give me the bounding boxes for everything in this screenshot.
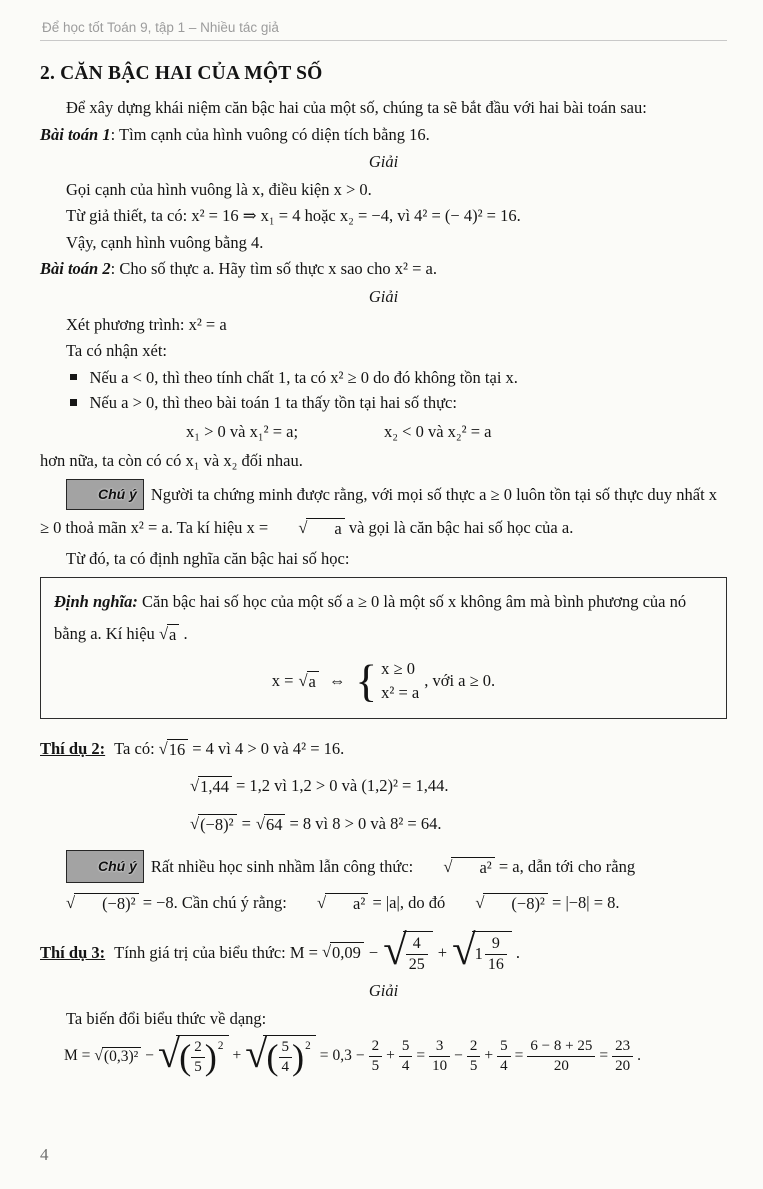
- problem1-solution-heading: Giải: [368, 152, 399, 172]
- note2-seg2: = a, dẫn tới cho rằng: [494, 857, 636, 877]
- fraction-numerator: 23: [615, 1038, 631, 1055]
- minus-symbol: −: [145, 1047, 155, 1065]
- example2-label: Thí dụ 2:: [40, 739, 106, 759]
- problem1-line1: Gọi cạnh của hình vuông là x, điều kiện x > 0.: [66, 179, 372, 199]
- definition-paragraph: [54, 586, 713, 650]
- running-header: [40, 12, 727, 41]
- definition-label: Định nghĩa:: [54, 592, 138, 612]
- case-condition-1: x ≥ 0: [381, 658, 415, 678]
- problem2-line3: hơn nữa, ta còn có có x₁ và x₂ đối nhau.: [40, 451, 303, 471]
- radical-sign-icon: √: [158, 1031, 181, 1077]
- fraction-denominator: 5: [191, 1057, 205, 1076]
- fraction-denominator: 5: [467, 1056, 481, 1075]
- sqrt-mixed-1-9-16: [452, 926, 512, 976]
- radicand: [403, 931, 433, 976]
- sqrt-a-squared: [291, 893, 368, 914]
- bullet2-text: Nếu a > 0, thì theo bài toán 1 ta thấy tồn tại hai số thực:: [89, 393, 457, 413]
- radical-sign-icon: √: [298, 670, 308, 690]
- fraction-denominator: 16: [485, 954, 507, 974]
- fraction-5-4: [399, 1038, 413, 1075]
- sqrt-neg8-squared: [40, 893, 139, 914]
- problem1-statement: [40, 122, 727, 148]
- example3-statement: [40, 926, 727, 976]
- final-equation: [64, 1031, 727, 1078]
- equals-symbol: =: [319, 1047, 329, 1065]
- definition-text-pre: Căn bậc hai số học của một số a ≥ 0 là một số x không âm mà bình phương của nó bằng a. Kí hiệu: [54, 592, 687, 644]
- page-number: 4: [40, 1145, 49, 1164]
- radicand: a²: [451, 857, 494, 878]
- equals-symbol: =: [514, 1047, 524, 1065]
- bullet-item-1: [70, 365, 727, 391]
- fraction-5-4: [279, 1039, 293, 1076]
- equation-lhs: x =: [271, 671, 294, 691]
- paren-open-icon: (: [266, 1036, 279, 1077]
- fraction-2-5: [467, 1038, 481, 1075]
- radical-sign-icon: √: [383, 926, 407, 974]
- fraction-sum-over-20: [527, 1038, 595, 1075]
- problem2-label: Bài toán 2: [40, 259, 111, 279]
- minus-symbol: −: [368, 943, 379, 962]
- fraction-denominator: 20: [612, 1056, 633, 1075]
- radicand: 0,09: [330, 942, 364, 963]
- plus-symbol: +: [232, 1047, 242, 1065]
- example2-line2-post: = 1,2 vì 1,2 > 0 và (1,2)² = 1,44.: [235, 776, 449, 796]
- running-header-title: Để học tốt Toán 9, tập 1 – Nhiều tác giả: [42, 20, 279, 35]
- cases-system: [355, 657, 419, 707]
- equals-symbol: =: [599, 1047, 609, 1065]
- fraction-denominator: 4: [279, 1057, 293, 1076]
- radicand: [263, 1035, 315, 1078]
- radicand: (−8)²: [74, 893, 139, 914]
- example2-line3-post: = 8 vì 8 > 0 và 8² = 64.: [289, 814, 442, 834]
- fraction-numerator: 2: [371, 1038, 380, 1055]
- example2-line1-pre: Ta có:: [114, 739, 155, 759]
- fraction-2-5: [369, 1038, 383, 1075]
- radical-sign-icon: √: [443, 857, 453, 877]
- note1-text-pre: Người ta chứng minh được rằng, với mọi số thực a ≥ 0 luôn tồn tại số thực duy nhất x ≥ 0 thoả mãn x² = a. Ta kí hiệu x =: [40, 484, 718, 537]
- sqrt-a: [298, 671, 318, 692]
- note2-seg3: = −8. Cần chú ý rằng:: [138, 892, 291, 912]
- plus-symbol: +: [386, 1047, 395, 1065]
- fraction-denominator: 5: [369, 1056, 383, 1075]
- equation-period: .: [637, 1047, 642, 1065]
- problem2-statement: [40, 256, 727, 282]
- note2-seg5: = |−8| = 8.: [547, 892, 620, 912]
- radicand: a²: [325, 893, 368, 914]
- equation-tail: , với a ≥ 0.: [424, 671, 496, 691]
- problem2-text: : Cho số thực a. Hãy tìm số thực x sao cho x² = a.: [110, 259, 437, 279]
- definition-box: [40, 577, 727, 719]
- definition-intro: Từ đó, ta có định nghĩa căn bậc hai số học:: [66, 548, 350, 568]
- fraction-denominator: 4: [399, 1056, 413, 1075]
- minus-symbol: −: [355, 1047, 365, 1065]
- radicand: 64: [264, 814, 286, 835]
- note1-paragraph: [40, 478, 727, 544]
- radical-sign-icon: √: [190, 813, 200, 833]
- radical-sign-icon: √: [298, 517, 308, 537]
- fraction-numerator: 9: [491, 934, 500, 952]
- square-bullet-icon: [70, 399, 77, 406]
- radical-sign-icon: √: [158, 624, 168, 644]
- radical-sign-icon: √: [321, 942, 332, 962]
- radical-sign-icon: √: [245, 1031, 268, 1077]
- value-0-3: 0,3: [332, 1047, 352, 1065]
- problem2-solution-heading: Giải: [368, 286, 399, 306]
- paren-close-icon: ): [292, 1036, 305, 1077]
- radicand: (−8)²: [483, 893, 548, 914]
- fraction-2-5: [191, 1039, 205, 1076]
- bullet1-text: Nếu a < 0, thì theo tính chất 1, ta có x² ≥ 0 do đó không tồn tại x.: [89, 367, 518, 387]
- radical-sign-icon: √: [66, 892, 76, 912]
- mixed-number-whole: 1: [474, 943, 483, 963]
- sqrt-neg8-squared: [449, 893, 548, 914]
- fraction-numerator: 4: [412, 934, 421, 952]
- problem1-line3: Vậy, cạnh hình vuông bằng 4.: [66, 232, 264, 252]
- radicand: [472, 931, 512, 976]
- example2-line1: [40, 731, 727, 767]
- exponent: 2: [217, 1040, 224, 1053]
- radical-sign-icon: √: [316, 892, 327, 912]
- definition-text-post: .: [179, 624, 188, 644]
- iff-symbol: ⇔: [328, 671, 346, 691]
- definition-equation: [54, 657, 713, 707]
- radicand: 16: [167, 739, 189, 760]
- radical-sign-icon: √: [452, 926, 476, 974]
- problem2-line2: Ta có nhận xét:: [66, 341, 168, 361]
- note2-paragraph: [40, 849, 727, 920]
- fraction-numerator: 2: [194, 1039, 202, 1056]
- left-brace-icon: {: [355, 656, 378, 707]
- roots-cases-row: [186, 416, 727, 447]
- fraction-denominator: 10: [429, 1056, 450, 1075]
- fraction-4-25: [406, 935, 428, 974]
- radical-sign-icon: √: [158, 738, 168, 758]
- sqrt-neg8-squared: [190, 814, 237, 835]
- radical-sign-icon: √: [94, 1046, 103, 1064]
- sqrt-a: [272, 518, 344, 539]
- problem1-line2: Từ giả thiết, ta có: x² = 16 ⇒ x₁ = 4 hoặc x₂ = −4, vì 4² = (− 4)² = 16.: [66, 206, 521, 226]
- paren-open-icon: (: [179, 1036, 192, 1077]
- fraction-numerator: 5: [401, 1038, 410, 1055]
- problem1-label: Bài toán 1: [40, 124, 111, 144]
- radicand: a: [306, 518, 344, 539]
- fraction-numerator: 5: [500, 1038, 508, 1055]
- sqrt-a-squared: [417, 857, 494, 878]
- equation-lhs: M =: [64, 1047, 91, 1065]
- note1-text-post: và gọi là căn bậc hai số học của a.: [344, 517, 574, 537]
- intro-paragraph: Để xây dựng khái niệm căn bậc hai của một số, chúng ta sẽ bắt đầu với hai bài toán sau:: [66, 98, 647, 117]
- fraction-denominator: 4: [497, 1056, 511, 1075]
- fraction-9-16: [485, 935, 507, 974]
- root-case-1: x₁ > 0 và x₁² = a;: [186, 421, 299, 441]
- fraction-denominator: 25: [406, 954, 428, 974]
- sqrt-a: [159, 624, 179, 645]
- radicand: (0,3)²: [102, 1047, 141, 1067]
- fraction-3-10: [429, 1038, 450, 1075]
- fraction-denominator: 20: [527, 1056, 595, 1075]
- paren-close-icon: ): [204, 1036, 217, 1077]
- sqrt-0-3-squared: [94, 1047, 141, 1067]
- exponent: 2: [305, 1040, 311, 1053]
- cases-stack: [381, 657, 419, 707]
- example3-solution-heading: Giải: [368, 981, 399, 1000]
- sqrt-paren-frac-2-5-squared: [158, 1031, 228, 1078]
- radical-sign-icon: √: [190, 775, 200, 795]
- sqrt-0-09: [322, 942, 364, 963]
- example3-period: .: [515, 943, 520, 962]
- example2-line2: [190, 767, 727, 805]
- note2-label-badge: Chú ý: [66, 850, 144, 883]
- note2-seg1: Rất nhiều học sinh nhầm lẫn công thức:: [150, 857, 418, 877]
- problem1-text: : Tìm cạnh của hình vuông có diện tích bằng 16.: [110, 124, 430, 144]
- example2-line1-post: = 4 vì 4 > 0 và 4² = 16.: [192, 739, 345, 759]
- example3-transform-line: Ta biến đổi biểu thức về dạng:: [66, 1008, 267, 1028]
- sqrt-64: [256, 814, 286, 835]
- radicand: a: [167, 624, 179, 645]
- fraction-numerator: 6 − 8 + 25: [530, 1038, 593, 1055]
- equals-symbol: =: [416, 1047, 426, 1065]
- section-title: 2. CĂN BẬC HAI CỦA MỘT SỐ: [40, 63, 323, 84]
- fraction-numerator: 3: [435, 1038, 444, 1055]
- sqrt-frac-4-25: [383, 926, 433, 976]
- radicand: 1,44: [198, 776, 232, 797]
- plus-symbol: +: [437, 943, 448, 962]
- fraction-5-4: [497, 1038, 511, 1075]
- root-case-2: x₂ < 0 và x₂² = a: [384, 421, 492, 441]
- radical-sign-icon: √: [255, 813, 265, 833]
- example2-line3: [190, 805, 727, 843]
- radicand: (−8)²: [198, 814, 237, 835]
- example3-pre: Tính giá trị của biểu thức: M =: [114, 943, 318, 962]
- square-bullet-icon: [70, 374, 77, 381]
- sqrt-16: [159, 739, 189, 760]
- bullet-item-2: [70, 390, 727, 416]
- fraction-numerator: 2: [469, 1038, 478, 1055]
- fraction-numerator: 5: [281, 1039, 290, 1056]
- radicand: [176, 1035, 228, 1078]
- case-condition-2: x² = a: [381, 683, 420, 703]
- minus-symbol: −: [454, 1047, 463, 1065]
- note2-seg4: = |a|, do đó: [368, 892, 450, 912]
- sqrt-paren-frac-5-4-squared: [245, 1031, 315, 1078]
- radicand: a: [307, 671, 319, 692]
- fraction-23-20: [612, 1038, 633, 1075]
- note1-label-badge: Chú ý: [66, 479, 144, 510]
- plus-symbol: +: [484, 1047, 494, 1065]
- radical-sign-icon: √: [475, 892, 485, 912]
- example3-label: Thí dụ 3:: [40, 943, 106, 962]
- problem2-line1: Xét phương trình: x² = a: [66, 314, 227, 334]
- equals-symbol: =: [241, 814, 251, 834]
- sqrt-1-44: [190, 776, 232, 797]
